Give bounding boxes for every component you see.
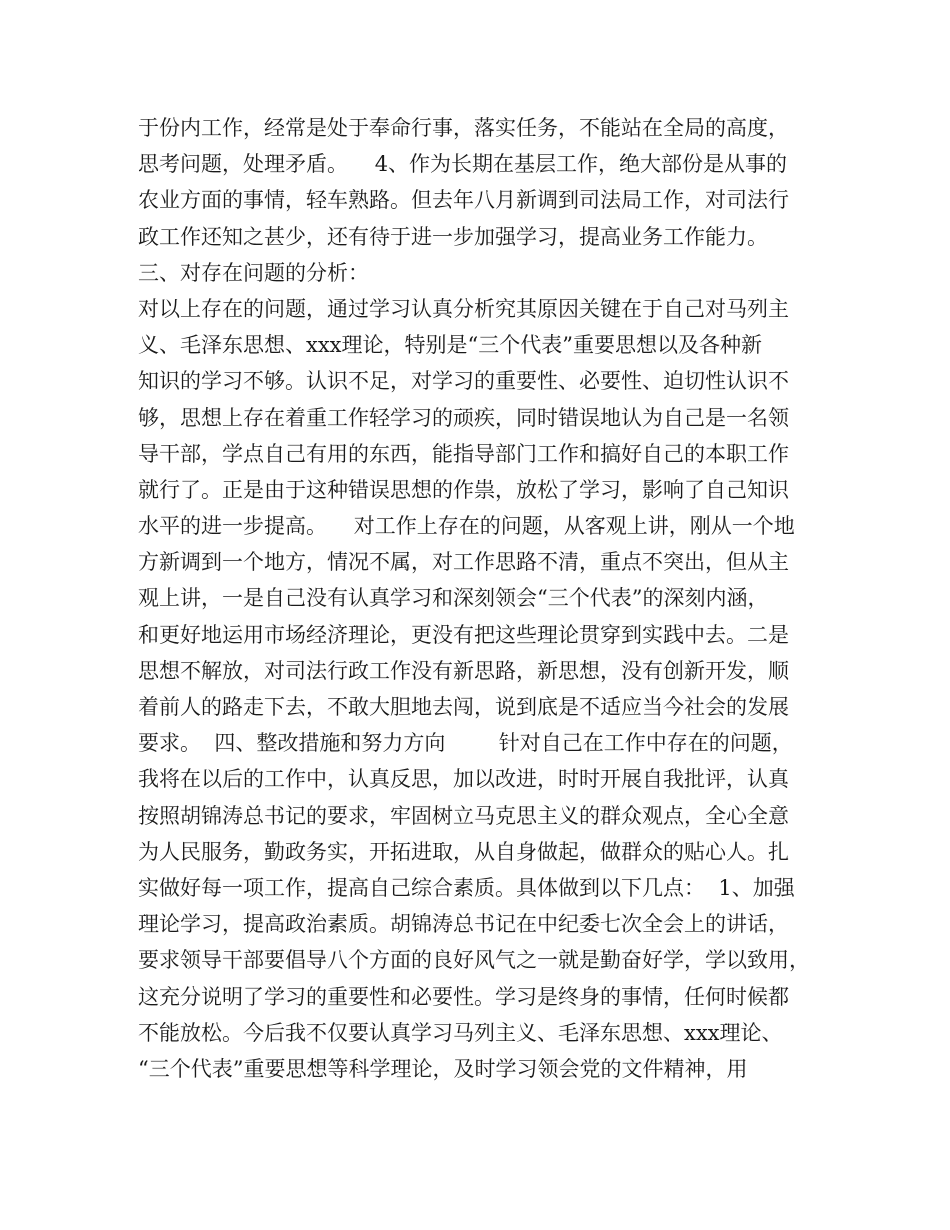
- text-line: 导干部，学点自己有用的东西，能指导部门工作和搞好自己的本职工作: [138, 441, 789, 466]
- text-line: 着前人的路走下去，不敢大胆地去闯，说到底是不适应当今社会的发展: [138, 695, 789, 719]
- text-line: 要求领导干部要倡导八个方面的良好风气之一就是勤奋好学，学以致用，: [138, 948, 810, 973]
- text-line: 对以上存在的问题，通过学习认真分析究其原因关键在于自己对马列主: [138, 296, 789, 321]
- text-line: 不能放松。今后我不仅要认真学习马列主义、毛泽东思想、xxx理论、: [138, 1020, 783, 1045]
- text-line: 够，思想上存在着重工作轻学习的顽疾，同时错误地认为自己是一名领: [138, 405, 789, 430]
- text-line: 就行了。正是由于这种错误思想的作祟，放松了学习，影响了自己知识: [138, 477, 789, 502]
- text-line: 观上讲，一是自己没有认真学习和深刻领会“三个代表”的深刻内涵，: [138, 586, 769, 611]
- text-line: 要求。 四、整改措施和努力方向 针对自己在工作中存在的问题，: [138, 731, 793, 756]
- text-line: 我将在以后的工作中，认真反思，加以改进，时时开展自我批评，认真: [138, 767, 789, 792]
- text-line: 方新调到一个地方，情况不属，对工作思路不清，重点不突出，但从主: [138, 550, 789, 575]
- text-line: 知识的学习不够。认识不足，对学习的重要性、必要性、迫切性认识不: [138, 369, 789, 394]
- text-line: 实做好每一项工作，提高自己综合素质。具体做到以下几点： 1、加强: [138, 875, 795, 900]
- text-line: 这充分说明了学习的重要性和必要性。学习是终身的事情，任何时候都: [138, 984, 789, 1009]
- text-line: 按照胡锦涛总书记的要求，牢固树立马克思主义的群众观点，全心全意: [138, 803, 789, 828]
- text-line: 义、毛泽东思想、xxx理论，特别是“三个代表”重要思想以及各种新: [138, 333, 762, 358]
- text-line: 理论学习，提高政治素质。胡锦涛总书记在中纪委七次全会上的讲话，: [138, 912, 789, 937]
- body-text: [138, 110, 828, 1087]
- text-line: 于份内工作，经常是处于奉命行事，落实任务，不能站在全局的高度，: [138, 116, 789, 140]
- text-line: 思考问题，处理矛盾。 4、作为长期在基层工作，绝大部份是从事的: [138, 152, 788, 177]
- text-line: 政工作还知之甚少，还有待于进一步加强学习，提高业务工作能力。: [138, 224, 768, 249]
- text-line: 农业方面的事情，轻车熟路。但去年八月新调到司法局工作，对司法行: [138, 188, 789, 213]
- text-line: 为人民服务，勤政务实，开拓进取，从自身做起，做群众的贴心人。扎: [138, 839, 789, 864]
- section-heading: 三、对存在问题的分析：: [138, 260, 369, 285]
- text-line: 水平的进一步提高。 对工作上存在的问题，从客观上讲，刚从一个地: [138, 514, 795, 539]
- text-line: 思想不解放，对司法行政工作没有新思路，新思想，没有创新开发，顺: [138, 658, 789, 683]
- text-line: “三个代表”重要思想等科学理论，及时学习领会党的文件精神，用: [138, 1056, 748, 1081]
- text-line: 和更好地运用市场经济理论，更没有把这些理论贯穿到实践中去。二是: [138, 622, 789, 647]
